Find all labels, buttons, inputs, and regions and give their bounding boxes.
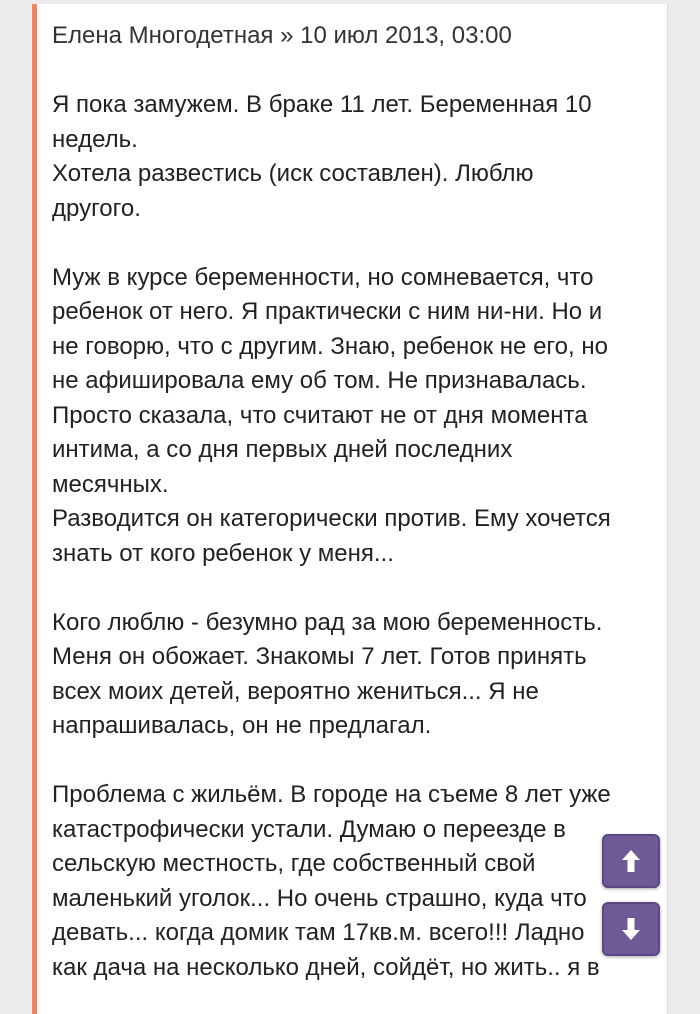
arrow-down-icon	[620, 916, 642, 942]
spacer	[52, 226, 657, 261]
post-paragraph: Муж в курсе беременности, но сомневается, что ребенок от него. Я практически с ним ни-ни. Но и не говорю, что с другим. Знаю, ребенок не его, но не афишировала ему об том. Не признавалась. Просто сказала, что считают не от дня момента интима, а со дня первых дней последних месячных. Разводится он категорически против. Ему хочется знать от кого ребенок у меня...	[52, 263, 611, 567]
post-date: 10 июл 2013, 03:00	[300, 22, 512, 49]
spacer	[52, 571, 657, 606]
post-paragraph: Кого люблю - безумно рад за мою беременность. Меня он обожает. Знакомы 7 лет. Готов принять всех моих детей, вероятно жениться... Я не напрашивалась, он не предлагал.	[52, 608, 603, 739]
post-author[interactable]: Елена Многодетная	[52, 22, 274, 49]
post-paragraph: Проблема с жильём. В городе на съеме 8 лет уже катастрофически устали. Думаю о переезде в сельскую местность, где собственный свой маленький уголок... Но очень страшно, куда что девать... когда домик там 17кв.м. всего!!! Ладно как дача на несколько дней, сойдёт, но жить.. я в	[52, 781, 611, 981]
post-content	[52, 19, 657, 985]
arrow-up-icon	[620, 848, 642, 874]
post-card	[32, 4, 668, 1014]
post-paragraph: Я пока замужем. В браке 11 лет. Беременная 10 недель. Хотела развестись (иск составлен). Люблю другого.	[52, 91, 592, 222]
header-separator: »	[280, 22, 294, 49]
spacer	[52, 744, 657, 779]
spacer	[52, 54, 657, 89]
scroll-down-button[interactable]	[602, 902, 660, 956]
quote-accent-bar	[32, 4, 37, 1014]
scroll-up-button[interactable]	[602, 834, 660, 888]
post-header	[52, 19, 657, 54]
